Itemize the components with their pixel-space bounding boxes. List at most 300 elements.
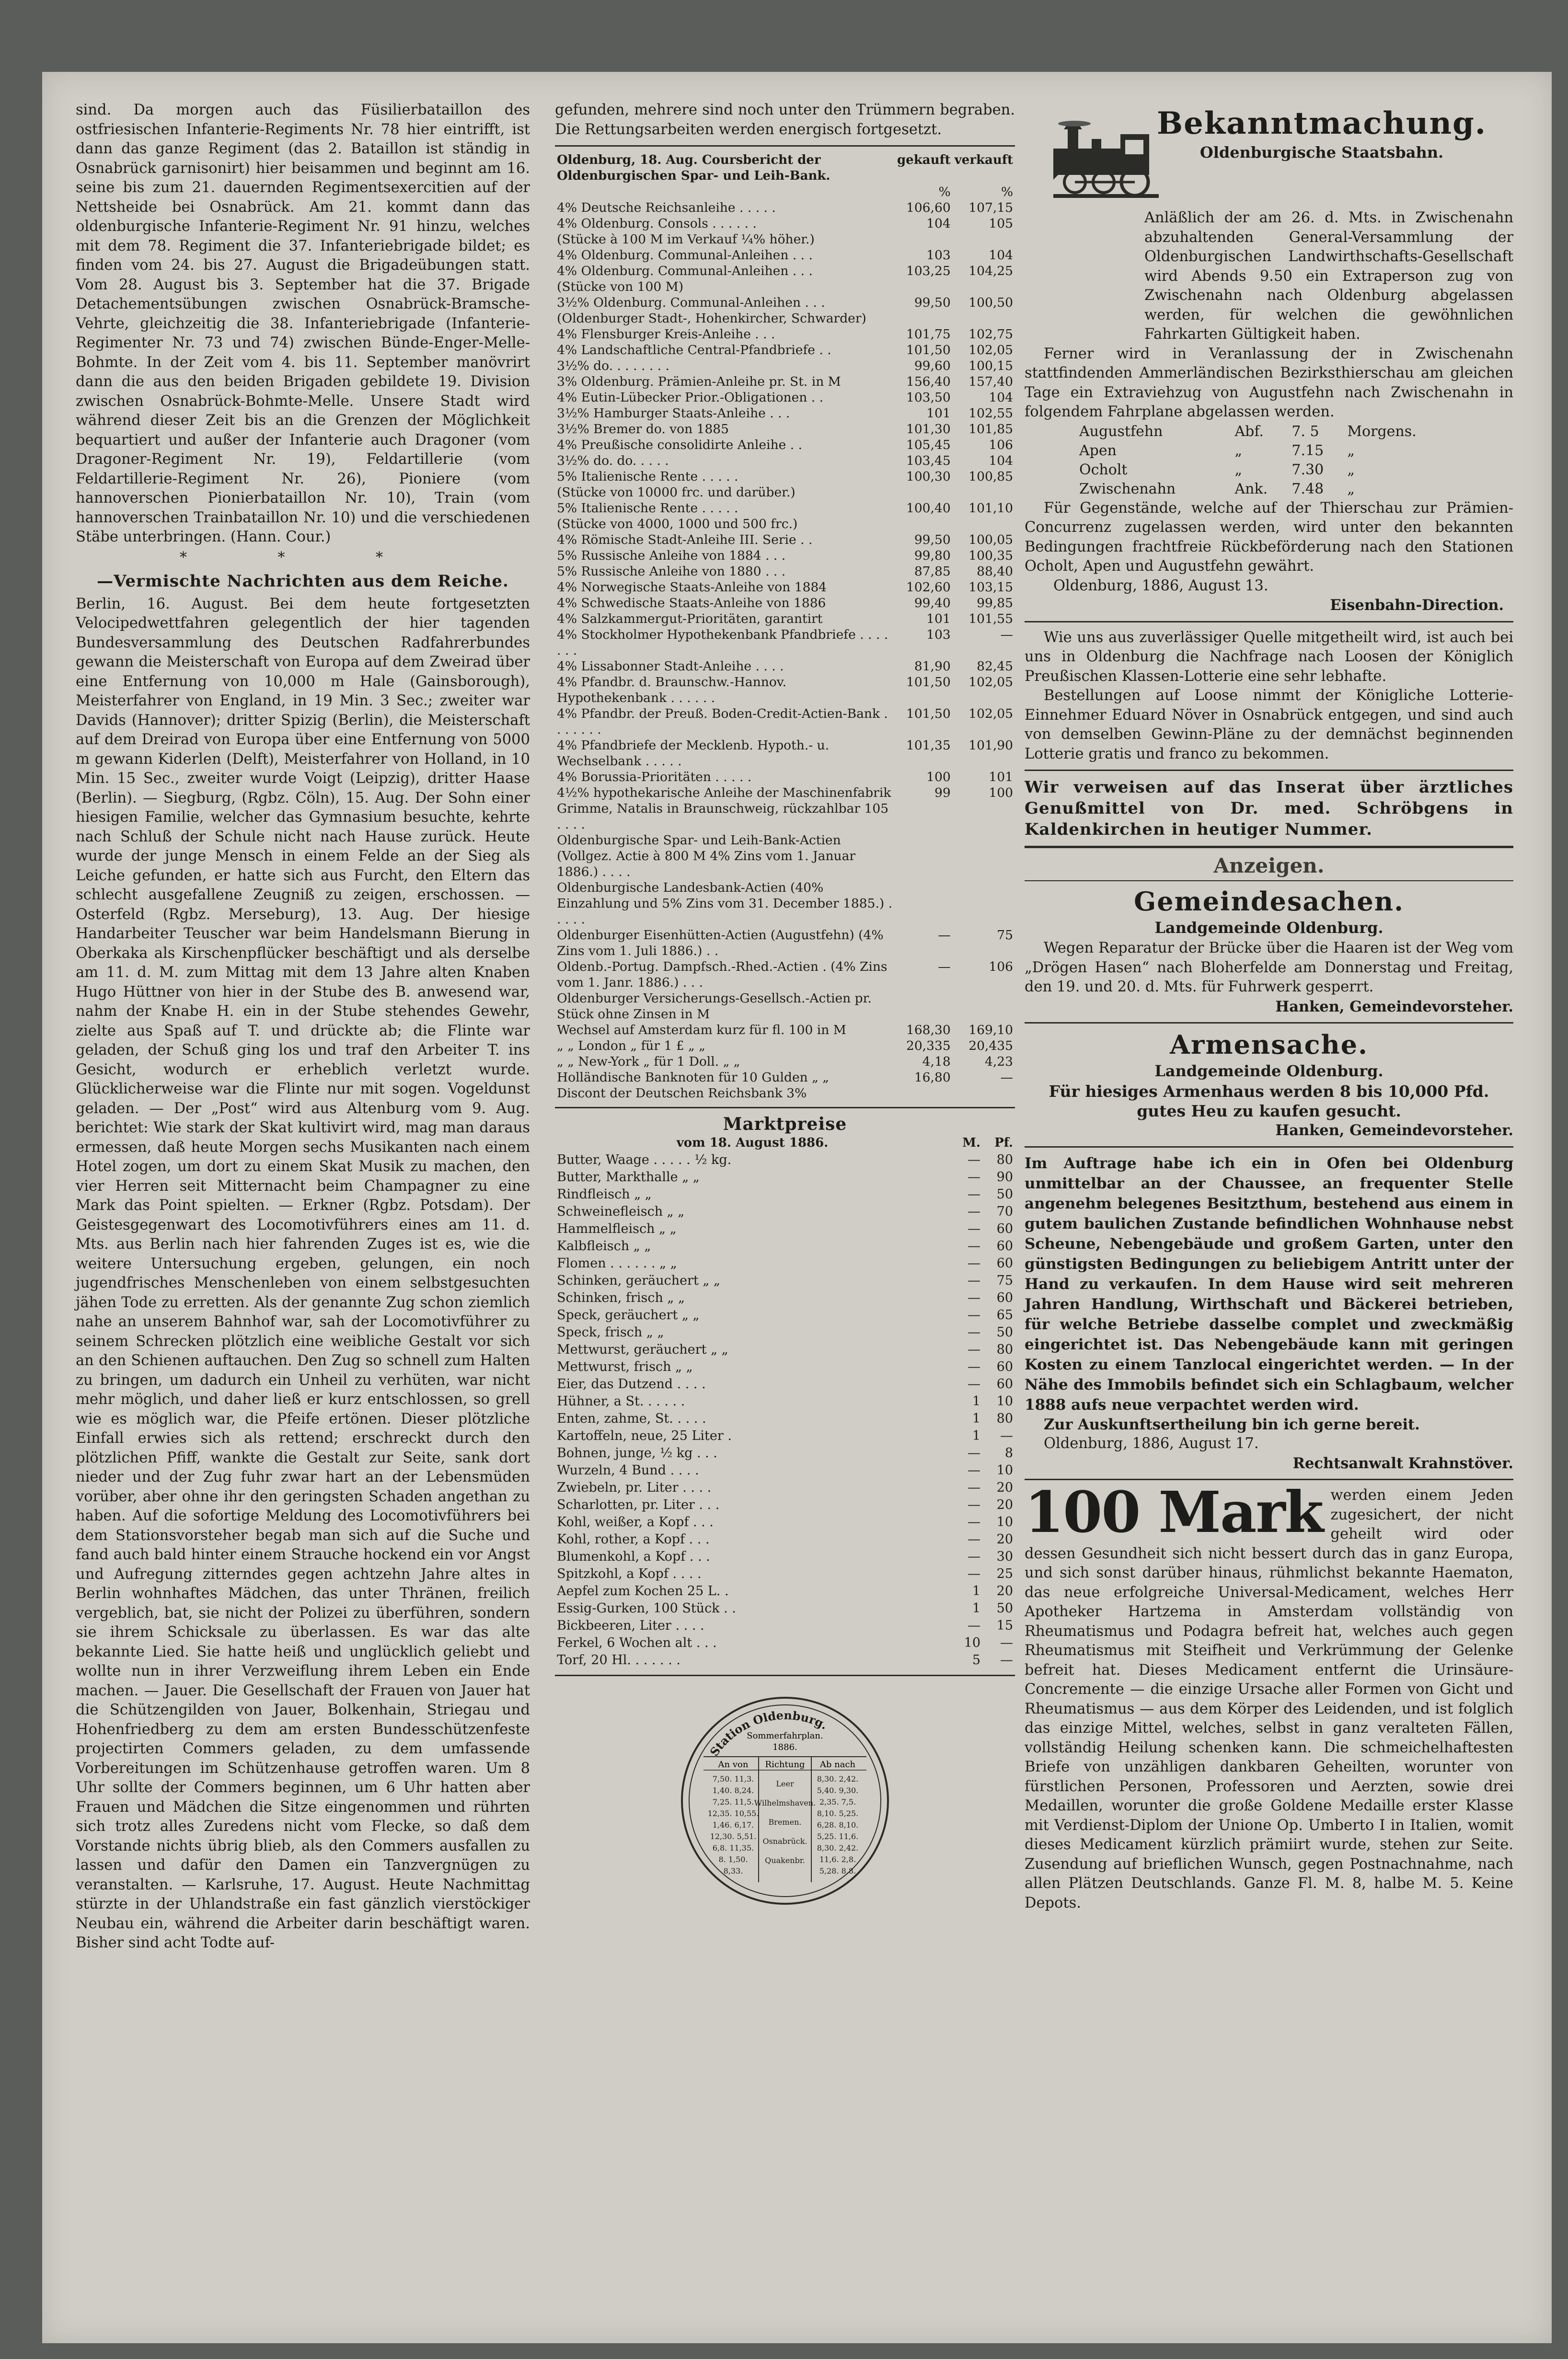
lottery-notice: Wie uns aus zuverlässiger Quelle mitgetheilt wird, ist auch bei uns in Oldenburg die Nachfrage nach Loosen der Königlich Preußischen Klassen-Lotterie eine sehr lebhafte. xyxy=(1025,629,1513,685)
course-row-cell: 99,60 xyxy=(914,358,951,373)
market-row xyxy=(555,1652,1015,1669)
course-row xyxy=(555,959,1015,990)
gemeindesachen-signature: Hanken, Gemeindevorsteher. xyxy=(1275,998,1513,1015)
market-row-cell: — xyxy=(968,1566,980,1581)
course-row-cell: 3½% do. do. . . . . xyxy=(557,453,669,468)
schedule-row xyxy=(1077,480,1459,499)
course-row-cell: Oldenburger Eisenhütten-Actien (Augustfehn) (4% Zins vom 1. Juli 1886.) . . xyxy=(557,928,884,958)
course-row xyxy=(555,927,1015,959)
market-row-cell: — xyxy=(968,1532,980,1547)
course-row-cell: 106 xyxy=(989,437,1013,452)
course-row-cell: 4% Salzkammergut-Prioritäten, garantirt xyxy=(557,611,823,626)
schedule-cell: Zwischenahn xyxy=(1079,480,1176,497)
market-row-cell: 70 xyxy=(996,1204,1013,1219)
schedule-cell: Abf. xyxy=(1234,423,1264,440)
divider xyxy=(1025,846,1513,848)
market-row-cell: Torf, 20 Hl. . . . . . . xyxy=(557,1653,680,1668)
market-row-cell: 1 xyxy=(972,1411,980,1426)
stamp-direction: Quakenbr. xyxy=(765,1856,805,1865)
market-row-cell: 10 xyxy=(996,1394,1013,1409)
market-row-cell: — xyxy=(968,1480,980,1495)
course-row-cell: 100,40 xyxy=(906,501,951,516)
course-row-cell xyxy=(953,311,1015,326)
course-row xyxy=(555,263,1015,279)
course-row xyxy=(555,1070,1015,1085)
schedule-cell: 7.15 xyxy=(1291,442,1324,459)
section-heading-vermischtes: —Vermischte Nachrichten aus dem Reiche. xyxy=(97,571,509,591)
market-row xyxy=(555,1151,1015,1169)
course-row-cell: 3% Oldenburg. Prämien-Anleihe pr. St. in M xyxy=(557,374,841,389)
course-row-cell xyxy=(953,516,1015,532)
course-row-cell: Wechsel auf Amsterdam kurz für fl. 100 in M xyxy=(557,1023,846,1037)
course-row-cell: 16,80 xyxy=(914,1070,951,1085)
pct-label: % xyxy=(938,184,951,199)
market-row-cell: Butter, Markthalle „ „ xyxy=(557,1170,700,1185)
hundred-mark-headline: 100 Mark xyxy=(1025,1479,1323,1545)
schedule-cell: Augustfehn xyxy=(1079,423,1163,440)
haematon-advert-text: werden einem Jeden zugesichert, der nicht geheilt wird oder dessen Gesundheit sich nicht bessert durch das in ganz Europa, und sich sonst darüber hinaus, rühmlichst bekannte Haematon, das neue erfolgreiche Universal-Medicament, welches Herr Apotheker Hartzema in Amsterdam vollständig von Rheumatismus und Podagra befreit hat, welches auch gegen Rheumatismus mit Steifheit und Verkrümmung der Gelenke befreit hat. Dieses Medicament entfernt die Urinsäure-Concremente — die einzige Ursache aller Formen von Gicht und Rheumatismus — aus dem Körper des Leidenden, und ist folglich das einzige Mittel, welches, selbst in ganz veralteten Fällen, vollständig Heilung schenken kann. Die schmeichelhaftesten Briefe von unzähligen dankbaren Geheilten, worunter von fürstlichen Personen, Professoren und Aerzten, sowie drei Medaillen, worunter die große Goldene Medaille erster Klasse mit Verdienst-Diplom der Unione Op. Umberto I in Italien, womit dieses Medicament kürzlich prämiirt wurde, stehen zur Seite. Zusendung auf brieflichen Wunsch, gegen Postnachnahme, nach allen Plätzen Deutschlands. Ganze Fl. M. 8, halbe M. 5. Keine Depots. xyxy=(1025,1487,1513,1911)
stamp-arrival-time: 6,8. 11,35. xyxy=(712,1843,754,1853)
course-row-cell: 5% Russische Anleihe von 1880 . . . xyxy=(557,564,786,579)
divider xyxy=(555,1107,1015,1108)
bekanntmachung-text-1: Anläßlich der am 26. d. Mts. in Zwischenahn abzuhaltenden General-Versammlung der Oldenburgischen Landwirthschafts-Gesellschaft wird Abends 9.50 ein Extraperson zug von Zwischenahn nach Oldenburg abgelassen werden, für welchen die gewöhnlichen Fahrkarten Gültigkeit haben. xyxy=(1144,209,1513,343)
course-row xyxy=(555,627,1015,658)
market-row-cell: 60 xyxy=(996,1290,1013,1305)
course-row-cell: 4% Lissabonner Stadt-Anleihe . . . . xyxy=(557,659,784,674)
market-row-cell: 90 xyxy=(996,1170,1013,1185)
market-row-cell: — xyxy=(968,1273,980,1288)
article-military-exercises: sind. Da morgen auch das Füsilierbataillon des ostfriesischen Infanterie-Regiments Nr. 78 hier eintrifft, ist dann das ganze Regiment (das 2. Bataillon ist ständig in Osnabrück garnisonirt) hier beisammen und beginnt am 16. seine bis zum 21. dauernden Regimentsexercitien auf der Nettsheide bei Osnabrück. Am 21. kommt dann das oldenburgische Infanterie-Regiment Nr. 91 hinzu, welches mit dem 78. Regiment die 37. Infanteriebrigade bildet; es finden vom 24. bis 27. August die Brigadeübungen statt. Vom 28. August bis 3. September hat die 37. Brigade Detachementsübungen zwischen Osnabrück-Bramsche-Vehrte, gleichzeitig die 38. Infanteriebrigade (Infanterie-Regimenter Nr. 73 und 74) zwischen Bünde-Enger-Melle-Bohmte. In der Zeit vom 4. bis 11. September manövrirt dann die aus den beiden Brigaden gebildete 19. Division zwischen Osnabrück-Bohmte-Melle. Unsere Stadt wird während dieser Zeit bis an die Grenzen der Möglichkeit bequartiert und außer der Infanterie auch Dragoner (vom Dragoner-Regiment Nr. 19), Feldartillerie (vom Feldartillerie-Regiment Nr. 26), Pioniere (vom hannoverschen Pionierbataillon Nr. 10), Train (vom hannoverschen Trainbataillon Nr. 10) und die verschiedenen Stäbe unterbringen. (Hann. Cour.) xyxy=(76,102,530,545)
stamp-departure-time: 5,40. 9,30. xyxy=(817,1786,859,1795)
course-row xyxy=(555,390,1015,405)
course-row-cell xyxy=(895,1085,953,1101)
market-row-cell: 1 xyxy=(972,1428,980,1443)
course-row-cell: 104 xyxy=(989,453,1013,468)
schedule-cell: 7.48 xyxy=(1291,480,1324,497)
schedule-cell: „ xyxy=(1234,442,1242,459)
stamp-departure-time: 5,28. 8,8. xyxy=(819,1866,856,1876)
market-row-cell: Aepfel zum Kochen 25 L. . xyxy=(557,1584,729,1599)
stamp-col-richtung: Richtung xyxy=(765,1760,805,1770)
course-row-cell xyxy=(953,1085,1015,1101)
gemeindesachen-subtitle: Landgemeinde Oldenburg. xyxy=(1154,919,1384,937)
column-2 xyxy=(555,101,1015,1911)
market-row-cell: 20 xyxy=(996,1532,1013,1547)
col-gekauft: gekauft xyxy=(897,153,951,167)
schedule-cell: „ xyxy=(1347,480,1355,497)
course-row-cell: 99,85 xyxy=(977,596,1013,610)
market-row-cell: 60 xyxy=(996,1239,1013,1254)
divider xyxy=(1025,1022,1513,1024)
course-row xyxy=(555,247,1015,263)
course-row-cell: 103,50 xyxy=(906,390,951,405)
market-row-cell: Bohnen, junge, ½ kg . . . xyxy=(557,1446,717,1461)
course-row-cell: 4% Flensburger Kreis-Anleihe . . . xyxy=(557,327,775,342)
market-row-cell: 80 xyxy=(996,1152,1013,1167)
market-row-cell: Bickbeeren, Liter . . . . xyxy=(557,1618,704,1633)
divider xyxy=(1025,880,1513,881)
divider xyxy=(555,145,1015,147)
course-row-cell: 4% Borussia-Prioritäten . . . . . xyxy=(557,770,752,784)
course-row-cell: 101,50 xyxy=(906,706,951,721)
divider xyxy=(555,1675,1015,1676)
market-row-cell: Essig-Gurken, 100 Stück . . xyxy=(557,1601,736,1616)
stamp-direction: Osnabrück. xyxy=(762,1837,807,1846)
market-row-cell: 60 xyxy=(996,1221,1013,1236)
schedule-cell: Ank. xyxy=(1234,480,1268,497)
market-row-cell: — xyxy=(968,1187,980,1202)
course-row xyxy=(555,326,1015,342)
course-row-cell: 100,35 xyxy=(968,548,1013,563)
market-row xyxy=(555,1548,1015,1565)
market-row-cell: 1 xyxy=(972,1394,980,1409)
stamp-arrival-time: 8. 1,50. xyxy=(718,1855,748,1864)
course-row-cell xyxy=(895,279,953,295)
bekanntmachung-dateline: Oldenburg, 1886, August 13. xyxy=(1053,577,1268,594)
course-row-cell: 101 xyxy=(926,611,951,626)
stamp-arc-title: Station Oldenburg. xyxy=(707,1708,830,1759)
course-row-cell: 87,85 xyxy=(914,564,951,579)
market-row-cell: Wurzeln, 4 Bund . . . . xyxy=(557,1463,699,1478)
market-row-cell: Scharlotten, pr. Liter . . . xyxy=(557,1497,720,1512)
extra-train-schedule xyxy=(1077,422,1459,499)
course-row-cell: 104 xyxy=(989,248,1013,263)
course-row xyxy=(555,500,1015,516)
market-row-cell: — xyxy=(968,1204,980,1219)
market-row-cell: — xyxy=(968,1497,980,1512)
market-row xyxy=(555,1410,1015,1427)
course-row-cell: 88,40 xyxy=(977,564,1013,579)
course-row-cell: 103 xyxy=(926,627,951,642)
course-row xyxy=(555,564,1015,579)
schedule-cell: Apen xyxy=(1079,442,1117,459)
course-row xyxy=(555,516,1015,532)
market-row xyxy=(555,1531,1015,1548)
course-row-cell: 101,50 xyxy=(906,675,951,690)
course-row-cell: 3½% Bremer do. von 1885 xyxy=(557,422,729,437)
market-row-cell: Mettwurst, geräuchert „ „ xyxy=(557,1342,728,1357)
course-row-cell: 100,30 xyxy=(906,469,951,484)
course-row-cell: 103,45 xyxy=(906,453,951,468)
market-row-cell: 75 xyxy=(996,1273,1013,1288)
course-row xyxy=(555,990,1015,1022)
schedule-cell: 7.30 xyxy=(1291,461,1324,478)
course-row-cell: 101,55 xyxy=(968,611,1013,626)
market-row-cell: — xyxy=(968,1308,980,1323)
course-row xyxy=(555,832,1015,880)
course-row-cell: 75 xyxy=(997,928,1013,943)
market-row-cell: 60 xyxy=(996,1377,1013,1392)
course-row-cell: 4% Pfandbr. d. Braunschw.-Hannov. Hypothekenbank . . . . . . xyxy=(557,675,787,705)
market-row-cell: — xyxy=(968,1325,980,1340)
course-row-cell: 106 xyxy=(989,959,1013,974)
course-row-cell: 99,80 xyxy=(914,548,951,563)
armensache-text: Für hiesiges Armenhaus werden 8 bis 10,000 Pfd. gutes Heu zu kaufen gesucht. xyxy=(1049,1082,1489,1120)
course-row xyxy=(555,706,1015,737)
market-row xyxy=(555,1255,1015,1272)
market-row-cell: 50 xyxy=(996,1325,1013,1340)
market-row-cell: — xyxy=(968,1359,980,1374)
bekanntmachung-text-3: Für Gegenstände, welche auf der Thierschau zur Prämien-Concurrenz zugelassen werden, wird unter den bekannten Bedingungen frachtfreie Rückbeförderung nach den Stationen Ocholt, Apen und Augustfehn gewährt. xyxy=(1025,499,1513,575)
market-row-cell: 25 xyxy=(996,1566,1013,1581)
market-row-cell: — xyxy=(968,1221,980,1236)
bekanntmachung-header xyxy=(1025,105,1513,208)
market-row-cell: 60 xyxy=(996,1359,1013,1374)
col-pfennig: Pf. xyxy=(994,1136,1013,1150)
course-row xyxy=(555,231,1015,247)
market-row xyxy=(555,1220,1015,1238)
course-row-cell: Holländische Banknoten für 10 Gulden „ „ xyxy=(557,1070,830,1085)
property-sale-signature: Rechtsanwalt Krahnstöver. xyxy=(1292,1454,1513,1472)
market-row-cell: 80 xyxy=(996,1411,1013,1426)
market-row-cell: Schinken, geräuchert „ „ xyxy=(557,1273,720,1288)
market-row xyxy=(555,1324,1015,1341)
gemeindesachen-text: Wegen Reparatur der Brücke über die Haaren ist der Weg vom „Drögen Hasen“ nach Bloherfelde am Donnerstag und Freitag, den 19. und 20. d. Mts. für Fuhrwerk gesperrt. xyxy=(1025,940,1513,995)
stamp-departure-time: 2,35. 7,5. xyxy=(819,1797,856,1807)
course-row-cell: (Stücke von 100 M) xyxy=(557,279,684,294)
newspaper-page xyxy=(42,72,1552,2343)
market-row-cell: 65 xyxy=(996,1308,1013,1323)
course-row-cell: — xyxy=(1000,627,1013,642)
course-row-cell: — xyxy=(938,928,951,943)
market-row-cell: Schinken, frisch „ „ xyxy=(557,1290,685,1305)
course-row-cell: 99,50 xyxy=(914,532,951,547)
course-row-cell xyxy=(895,311,953,326)
course-row-cell: 101 xyxy=(926,406,951,421)
column-1 xyxy=(76,101,530,1953)
course-row xyxy=(555,342,1015,358)
course-row xyxy=(555,200,1015,216)
schedule-row xyxy=(1077,441,1459,460)
divider xyxy=(1025,1146,1513,1148)
course-row-cell: „ „ New-York „ für 1 Doll. „ „ xyxy=(557,1054,740,1069)
course-row xyxy=(555,880,1015,927)
course-row-cell: 104 xyxy=(926,216,951,231)
stamp-departure-time: 8,10. 5,25. xyxy=(817,1809,859,1818)
course-row-cell: 100 xyxy=(926,770,951,784)
course-row xyxy=(555,421,1015,437)
stamp-year: 1886. xyxy=(772,1742,797,1752)
armensache-subtitle: Landgemeinde Oldenburg. xyxy=(1154,1062,1384,1080)
market-row xyxy=(555,1617,1015,1634)
course-row-cell: 101,90 xyxy=(968,738,1013,753)
bekanntmachung-signature: Eisenbahn-Direction. xyxy=(1330,597,1504,614)
market-row xyxy=(555,1289,1015,1307)
course-row-cell: (Stücke von 10000 frc. und darüber.) xyxy=(557,485,796,500)
market-row-cell: — xyxy=(968,1342,980,1357)
course-row xyxy=(555,674,1015,706)
course-row xyxy=(555,279,1015,295)
course-row xyxy=(555,1038,1015,1054)
course-row-cell: 101,10 xyxy=(968,501,1013,516)
market-row-cell: 20 xyxy=(996,1480,1013,1495)
market-row xyxy=(555,1238,1015,1255)
property-sale-info: Zur Auskunftsertheilung bin ich gerne bereit. xyxy=(1044,1415,1420,1433)
course-row-cell: 101,85 xyxy=(968,422,1013,437)
market-row-cell: — xyxy=(968,1256,980,1271)
course-row-cell: 168,30 xyxy=(906,1023,951,1037)
course-row-cell: 4% Norwegische Staats-Anleihe von 1884 xyxy=(557,580,827,595)
market-row-cell: 1 xyxy=(972,1601,980,1616)
market-row-cell: — xyxy=(968,1549,980,1564)
course-row-cell: 4% Landschaftliche Central-Pfandbriefe . . xyxy=(557,343,831,357)
course-row-cell: 100,85 xyxy=(968,469,1013,484)
course-row-cell: 104,25 xyxy=(968,264,1013,278)
haematon-advert xyxy=(1025,1479,1513,1913)
course-row-cell: 4% Oldenburg. Consols . . . . . . xyxy=(557,216,757,231)
course-row-cell xyxy=(895,484,953,500)
stamp-departure-time: 6,28. 8,10. xyxy=(817,1820,859,1830)
market-row-cell: Schweinefleisch „ „ xyxy=(557,1204,685,1219)
course-row xyxy=(555,437,1015,453)
schedule-cell: „ xyxy=(1347,442,1355,459)
section-separator: * * * xyxy=(179,549,427,566)
market-row xyxy=(555,1445,1015,1462)
stamp-departure-time: 8,30. 2,42. xyxy=(817,1843,859,1853)
market-row xyxy=(555,1358,1015,1376)
course-row-cell: 100,15 xyxy=(968,358,1013,373)
course-row-cell: 20,335 xyxy=(906,1038,951,1053)
course-row-cell xyxy=(953,990,1015,1022)
course-row-cell: 81,90 xyxy=(914,659,951,674)
stamp-direction: Leer xyxy=(776,1779,794,1788)
article-vermischtes: Berlin, 16. August. Bei dem heute fortgesetzten Velocipedwettfahren gelegentlich der hier tagenden Bundesversammlung des Deutschen Radfahrerbundes gewann die Meisterschaft von Europa auf dem Zweirad über eine Entfernung von 10,000 m Hale (Gainsborough), Meisterfahrer von England, in 19 Min. 3 Sec.; zweiter war Davids (Hannover); dritter Spizig (Berlin), die Meisterschaft auf dem Dreirad von Europa über eine Entfernung von 5000 m gewann Kiderlen (Delft), Meisterfahrer von Holland, in 10 Min. 15 Sec., zweiter wurde Voigt (Leipzig), dritter Haase (Berlin). — Siegburg, (Rgbz. Cöln), 15. Aug. Der Sohn einer hiesigen Familie, welcher das Gymnasium besuchte, kehrte nach Schluß der Schule nicht nach Hause zurück. Heute wurde der junge Mensch in einem Felde an der Sieg als Leiche gefunden, er hatte sich aus Furcht, den Eltern das schlecht ausgefallene Zeugniß zu zeigen, erschossen. — Osterfeld (Rgbz. Merseburg), 13. Aug. Der hiesige Handarbeiter Teuscher war beim Handelsmann Bierung in Oberkaka als Kirschenpflücker beschäftigt und als derselbe am 11. d. M. zum Mittag mit dem 13 Jahre alten Knaben Hugo Hüttner von hier in der Stube des B. anwesend war, nahm der Knabe H. ein in der Stube stehendes Gewehr, zielte aus Spaß auf T. und drückte ab; die Flinte war geladen, der Schuß ging los und traf den Arbeiter T. ins Gesicht, wodurch er erheblich verletzt wurde. Glücklicherweise war die Flinte nur mit sogen. Vogeldunst geladen. — Der „Post“ wird aus Altenburg vom 9. Aug. berichtet: Wie stark der Skat kultivirt wird, mag man daraus ermessen, daß heute Morgen sechs Musikanten nach einem Hotel zogen, um dort zu einem Skat Musik zu machen, den vier Herren seit Mitternacht beim Champagner zu eine Mark das Point spielten. — Erkner (Rgbz. Potsdam). Der Geistesgegenwart des Locomotivführers eines am 11. d. Mts. aus Berlin nach hier fahrenden Zuges ist es, wie die weitere Untersuchung ergeben, gelungen, ein noch jugendfrisches Menschenleben von einem selbstgesuchten jähen Tode zu erretten. Als der genannte Zug schon ziemlich nahe an unserem Bahnhof war, sah der Locomotivführer zu seinem Schrecken plötzlich eine weibliche Gestalt vor sich an den Schienen auftauchen. Den Zug so schnell zum Halten zu bringen, um dadurch ein Unheil zu verhüten, war nicht mehr möglich, und daher ließ er kurz entschlossen, so grell wie es möglich war, die Pfeife ertönen. Dieser plötzliche Einfall erwies sich als rettend; erschreckt durch den plötzlichen Pfiff, wankte die Gestalt zur Seite, sank dort nieder und der Zug fuhr zwar hart an der Lebensmüden vorüber, aber ohne ihr den geringsten Schaden angethan zu haben. Auf die sofortige Meldung des Locomotivführers bei dem Stationsvorsteher begab man sich auf die Suche und fand auch bald hinter einem Strauche hockend ein vor Angst und Aufregung zitterndes gegen achtzehn Jahre altes in Berlin wohnhaftes Mädchen, das unter Thränen, freilich vergeblich, bat, sie nicht der Polizei zu überführen, sondern sie ihrem Schicksale zu überlassen. Es war das alte bekannte Lied. Sie hatte heiß und unglücklich geliebt und wollte nun in ihrer Verzweiflung ihrem Leben ein Ende machen. — Jauer. Die Gesellschaft der Frauen von Jauer hat die Schützengilden von Jauer, Bolkenhain, Striegau und Hohenfriedberg zu dem am ersten Bundesschützenfeste projectirten Commers geladen, zu dem umfassende Vorbereitungen im Schützenhause getroffen waren. Um 8 Uhr sollte der Commers beginnen, um 6 Uhr hatten aber Frauen und Mädchen die Sitze eingenommen und rührten sich trotz alles Zuredens nicht vom Flecke, so daß dem Vorstande nichts übrig blieb, als den Commers ausfallen zu lassen und dafür den Damen ein Tanzvergnügen zu veranstalten. — Karlsruhe, 17. August. Heute Nachmittag stürzte in der Uhlandstraße ein fast gänzlich vierstöckiger Neubau ein, während die Arbeiter darin beschäftigt waren. Bisher sind acht Todte auf- xyxy=(76,595,530,1951)
course-row-cell xyxy=(895,231,953,247)
market-row-cell: Rindfleisch „ „ xyxy=(557,1187,652,1202)
course-row-cell: 100 xyxy=(989,785,1013,800)
armensache-signature: Hanken, Gemeindevorsteher. xyxy=(1275,1122,1513,1139)
course-row-cell: 102,05 xyxy=(968,343,1013,357)
column-3 xyxy=(1025,101,1513,1913)
course-row xyxy=(555,1022,1015,1038)
market-row xyxy=(555,1272,1015,1289)
course-row-cell: 102,05 xyxy=(968,675,1013,690)
schedule-cell: Morgens. xyxy=(1347,423,1417,440)
stamp-arrival-time: 8,33. xyxy=(723,1866,743,1876)
market-row-cell: Flomen . . . . . . „ „ xyxy=(557,1256,677,1271)
course-row-cell xyxy=(953,832,1015,880)
market-row-cell: Enten, zahme, St. . . . . xyxy=(557,1411,706,1426)
reference-notice: Wir verweisen auf das Inserat über ärztliches Genußmittel von Dr. med. Schröbgens in Kaldenkirchen in heutiger Nummer. xyxy=(1025,778,1513,839)
market-row xyxy=(555,1479,1015,1496)
market-row-cell: — xyxy=(1000,1428,1013,1443)
market-row-cell: 15 xyxy=(996,1618,1013,1633)
course-row xyxy=(555,532,1015,548)
course-row-cell: 103,15 xyxy=(968,580,1013,595)
schedule-cell: 7. 5 xyxy=(1291,423,1319,440)
bekanntmachung-title: Bekanntmachung. xyxy=(1156,105,1487,141)
course-row-cell xyxy=(953,279,1015,295)
market-row xyxy=(555,1307,1015,1324)
locomotive-icon xyxy=(1053,120,1159,201)
pct-label: % xyxy=(1001,184,1013,199)
market-row-cell: 30 xyxy=(996,1549,1013,1564)
col-verkauft: verkauft xyxy=(954,153,1013,167)
course-row-cell: 20,435 xyxy=(968,1038,1013,1053)
course-row xyxy=(555,311,1015,326)
course-row-cell: 101,35 xyxy=(906,738,951,753)
market-row-cell: Hühner, a St. . . . . . xyxy=(557,1394,685,1409)
anzeigen-heading: Anzeigen. xyxy=(1213,854,1325,877)
market-prices xyxy=(555,1114,1015,1669)
course-row-cell: 105,45 xyxy=(906,437,951,452)
divider xyxy=(1025,770,1513,771)
course-row-cell: 4% Pfandbriefe der Mecklenb. Hypoth.- u. Wechselbank . . . . . xyxy=(557,738,830,769)
market-row-cell: — xyxy=(968,1239,980,1254)
market-row-cell: — xyxy=(968,1170,980,1185)
course-row-cell: 102,05 xyxy=(968,706,1013,721)
course-row-cell: 4% Pfandbr. der Preuß. Boden-Credit-Actien-Bank . . . . . . . xyxy=(557,706,888,737)
course-row-cell: 4% Römische Stadt-Anleihe III. Serie . . xyxy=(557,532,813,547)
schedule-row xyxy=(1077,460,1459,480)
course-row xyxy=(555,469,1015,484)
course-row-cell: 101,75 xyxy=(906,327,951,342)
course-row-cell: 104 xyxy=(989,390,1013,405)
course-row-cell: 4% Stockholmer Hypothekenbank Pfandbriefe . . . . . . . xyxy=(557,627,888,658)
stamp-departure-time: 8,30. 2,42. xyxy=(817,1774,859,1784)
divider xyxy=(1025,621,1513,622)
stamp-arrival-time: 7,25. 11,5. xyxy=(712,1797,754,1807)
course-row-cell xyxy=(953,880,1015,927)
article-continuation: gefunden, mehrere sind noch unter den Trümmern begraben. Die Rettungsarbeiten werden energisch fortgesetzt. xyxy=(555,102,1015,138)
course-row-cell: 4% Oldenburg. Communal-Anleihen . . . xyxy=(557,264,813,278)
market-row-cell: 50 xyxy=(996,1187,1013,1202)
market-row-cell: Speck, geräuchert „ „ xyxy=(557,1308,700,1323)
course-row-cell: 102,55 xyxy=(968,406,1013,421)
market-row xyxy=(555,1341,1015,1358)
course-row-cell: 5% Russische Anleihe von 1884 . . . xyxy=(557,548,786,563)
course-row-cell: 4,18 xyxy=(922,1054,951,1069)
course-row-cell: 99,40 xyxy=(914,596,951,610)
market-row xyxy=(555,1496,1015,1514)
course-row xyxy=(555,358,1015,374)
course-row-cell: 99,50 xyxy=(914,295,951,310)
course-row-cell: 4½% hypothekarische Anleihe der Maschinenfabrik Grimme, Natalis in Braunschweig, rückzahlbar 105 . . . . xyxy=(557,785,891,832)
lottery-notice-2: Bestellungen auf Loose nimmt der Königliche Lotterie-Einnehmer Eduard Növer in Osnabrück entgegen, und sind auch von demselben Gewinn-Pläne zu der demnächst beginnenden Lotterie gratis und franco zu bekommen. xyxy=(1025,687,1513,762)
course-row-cell: Oldenburgische Landesbank-Actien (40% Einzahlung und 5% Zins vom 31. December 1885.) . . . . . xyxy=(557,880,893,927)
stamp-arrival-time: 7,50. 11,3. xyxy=(712,1774,754,1784)
market-row xyxy=(555,1427,1015,1445)
market-row-cell: 10 xyxy=(964,1635,980,1650)
course-row-cell: 101,50 xyxy=(906,343,951,357)
course-row-cell: 99 xyxy=(934,785,951,800)
market-row-cell: Butter, Waage . . . . . ½ kg. xyxy=(557,1152,732,1167)
course-row-cell: 102,60 xyxy=(906,580,951,595)
market-row-cell: Zwiebeln, pr. Liter . . . . xyxy=(557,1480,712,1495)
course-row xyxy=(555,595,1015,611)
stamp-departure-time: 5,25. 11,6. xyxy=(817,1832,859,1841)
stamp-col-ab: Ab nach xyxy=(819,1760,856,1770)
stamp-arrival-time: 1,40. 8,24. xyxy=(712,1786,754,1795)
course-row-cell: 5% Italienische Rente . . . . . xyxy=(557,501,738,516)
stamp-arrival-time: 12,35. 10,55. xyxy=(707,1809,759,1818)
market-row xyxy=(555,1583,1015,1600)
market-row-cell: — xyxy=(968,1515,980,1530)
schedule-cell: „ xyxy=(1234,461,1242,478)
course-row xyxy=(555,658,1015,674)
course-row-cell: 4% Oldenburg. Communal-Anleihen . . . xyxy=(557,248,813,263)
course-row-cell: 82,45 xyxy=(977,659,1013,674)
market-row xyxy=(555,1462,1015,1479)
market-row-cell: — xyxy=(968,1290,980,1305)
market-row-cell: Spitzkohl, a Kopf . . . . xyxy=(557,1566,702,1581)
course-row-cell: Oldenburgische Spar- und Leih-Bank-Actien (Vollgez. Actie à 800 M 4% Zins vom 1. Januar 1886.) . . . . xyxy=(557,833,856,879)
market-row xyxy=(555,1169,1015,1186)
courses-heading: Oldenburg, 18. Aug. Coursbericht der Oldenburgischen Spar- und Leih-Bank. xyxy=(557,153,830,183)
market-row-cell: Ferkel, 6 Wochen alt . . . xyxy=(557,1635,717,1650)
course-row xyxy=(555,737,1015,769)
course-row-cell: 106,60 xyxy=(906,200,951,215)
